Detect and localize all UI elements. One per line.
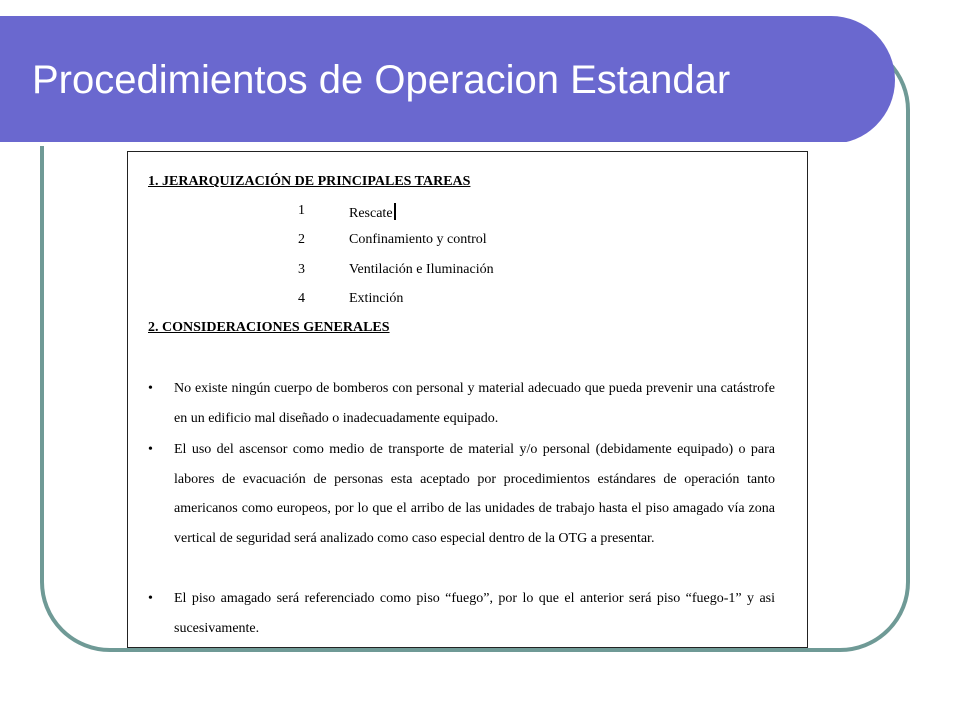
bullet-item	[148, 435, 775, 553]
slide-title: Procedimientos de Operacion Estandar	[32, 58, 731, 102]
task-number: 1	[298, 203, 305, 218]
task-label: Rescate	[349, 206, 393, 221]
task-label: Confinamiento y control	[349, 232, 487, 247]
bullet-text: El uso del ascensor como medio de transporte de material y/o personal (debidamente equipado) o para labores de evacuación de personas esta aceptado por procedimientos estándares de operación tanto americanos como europeos, por lo que el arribo de las unidades de trabajo hasta el piso amagado vía zona vertical de seguridad será analizado como caso especial dentro de la OTG a presentar.	[174, 442, 775, 546]
task-label: Ventilación e Iluminación	[349, 262, 494, 277]
title-underline	[0, 142, 848, 146]
bullet-item	[148, 584, 775, 643]
task-number: 3	[298, 262, 305, 277]
document-image	[127, 151, 808, 648]
text-cursor	[394, 203, 396, 220]
bullet-dot: •	[148, 442, 153, 457]
bullet-text: No existe ningún cuerpo de bomberos con personal y material adecuado que pueda prevenir una catástrofe en un edificio mal diseñado o inadecuadamente equipado.	[174, 381, 775, 426]
bullet-dot: •	[148, 381, 153, 396]
bullet-text: El piso amagado será referenciado como piso “fuego”, por lo que el anterior será piso “fuego-1” y asi sucesivamente.	[174, 591, 775, 636]
task-number: 4	[298, 291, 305, 306]
section1-heading: 1. JERARQUIZACIÓN DE PRINCIPALES TAREAS	[148, 174, 471, 189]
section2-heading: 2. CONSIDERACIONES GENERALES	[148, 320, 390, 335]
bullet-dot: •	[148, 591, 153, 606]
task-number: 2	[298, 232, 305, 247]
bullet-item	[148, 374, 775, 433]
title-band	[0, 16, 895, 144]
task-label: Extinción	[349, 291, 404, 306]
